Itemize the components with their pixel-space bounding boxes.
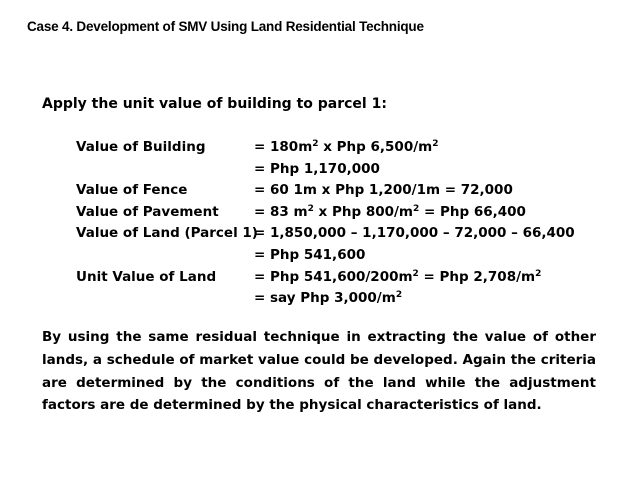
intro-text: Apply the unit value of building to parcel 1: [42,96,387,112]
calc-value: = $180m^2$ x Php $6,500/m^2$ [254,139,439,155]
calc-value: = 1,850,000 – 1,170,000 – 72,000 – 66,400 [254,225,575,242]
calc-value: = 60 1m x Php 1,200/1m = 72,000 [254,182,513,199]
calc-value: = say Php $3,000/m^2$ [254,290,403,307]
calc-label: Value of Building [76,139,206,155]
calc-label: Value of Pavement [76,203,219,220]
calc-label: Value of Land (Parcel 1) [76,225,258,242]
calc-label: Value of Fence [76,182,188,199]
calc-label: Unit Value of Land [76,268,217,285]
calc-value: = Php $541,600/200m^2$ = Php $2,708/m^2$ [254,268,542,285]
slide-title: Case 4. Development of SMV Using Land Residential Technique [27,19,424,34]
calc-value: = Php 1,170,000 [254,160,380,177]
calc-value: = Php 541,600 [254,246,366,263]
calc-value: = 83 $m^2$ x Php $800/m^2$ = Php 66,400 [254,203,526,220]
body-paragraph: By using the same residual technique in extracting the value of other lands, a schedule of market value could be developed. Again the criteria are determined by the conditions of the land while the adjustment factors are de determined by the physical characteristics of land. [42,329,596,414]
